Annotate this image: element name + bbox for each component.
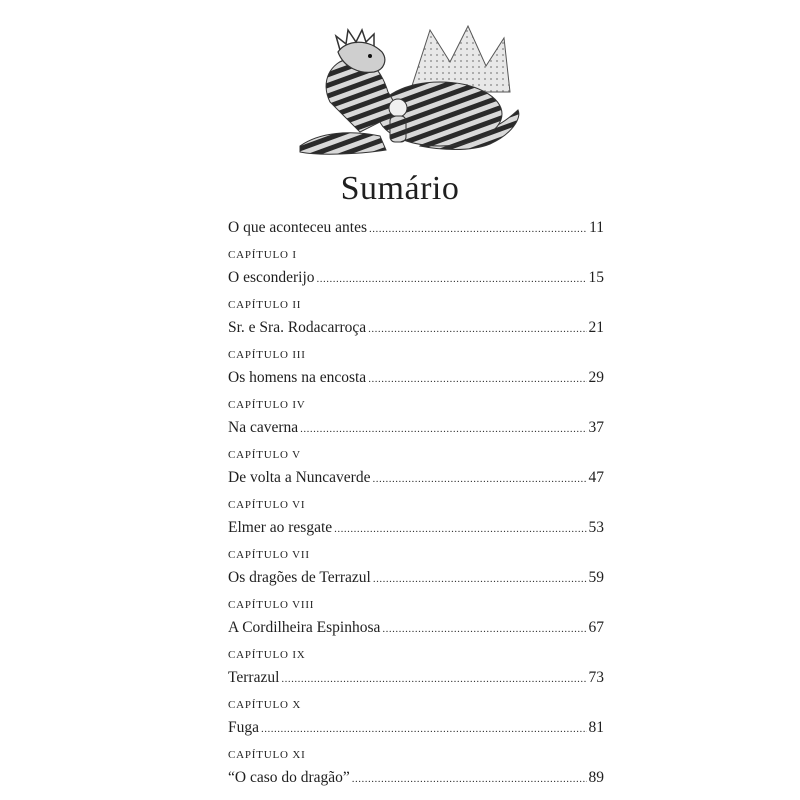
toc-entry-title: Os dragões de Terrazul bbox=[228, 569, 371, 586]
dot-leader bbox=[368, 317, 586, 341]
toc-entry-page: 89 bbox=[588, 769, 604, 786]
toc-entry[interactable] bbox=[228, 566, 604, 590]
toc-entry-title: Na caverna bbox=[228, 419, 299, 436]
dot-leader bbox=[300, 417, 586, 441]
toc-entry-intro[interactable] bbox=[228, 216, 604, 240]
toc-chapter bbox=[228, 744, 604, 790]
toc-entry-page: 29 bbox=[588, 369, 604, 386]
toc-chapter bbox=[228, 344, 604, 390]
toc-entry-title: A Cordilheira Espinhosa bbox=[228, 619, 381, 636]
chapter-label: CAPÍTULO I bbox=[228, 249, 297, 261]
chapter-label: CAPÍTULO X bbox=[228, 699, 302, 711]
chapter-label: CAPÍTULO IX bbox=[228, 649, 306, 661]
page-title: Sumário bbox=[340, 170, 460, 207]
toc-entry-page: 73 bbox=[588, 669, 604, 686]
toc-chapter bbox=[228, 494, 604, 540]
toc-entry-page: 15 bbox=[588, 269, 604, 286]
dot-leader bbox=[369, 217, 587, 241]
toc-entry[interactable] bbox=[228, 766, 604, 790]
chapter-label: CAPÍTULO VI bbox=[228, 499, 306, 511]
table-of-contents bbox=[228, 216, 604, 790]
dragon-and-child-illustration bbox=[290, 22, 530, 164]
toc-entry[interactable] bbox=[228, 466, 604, 490]
toc-chapter bbox=[228, 244, 604, 290]
toc-entry[interactable] bbox=[228, 516, 604, 540]
dot-leader bbox=[281, 667, 586, 691]
dot-leader bbox=[382, 617, 586, 641]
toc-chapter bbox=[228, 544, 604, 590]
toc-entry[interactable] bbox=[228, 616, 604, 640]
toc-chapter bbox=[228, 644, 604, 690]
toc-entry-page: 53 bbox=[588, 519, 604, 536]
toc-entry-page: 37 bbox=[588, 419, 604, 436]
dot-leader bbox=[368, 367, 586, 391]
toc-chapter bbox=[228, 394, 604, 440]
toc-entry[interactable] bbox=[228, 716, 604, 740]
dot-leader bbox=[372, 467, 586, 491]
toc-entry[interactable] bbox=[228, 416, 604, 440]
dot-leader bbox=[352, 767, 587, 791]
toc-entry-title: Os homens na encosta bbox=[228, 369, 367, 386]
toc-entry-page: 21 bbox=[588, 319, 604, 336]
dot-leader bbox=[261, 717, 587, 741]
toc-entry-title: Sr. e Sra. Rodacarroça bbox=[228, 319, 367, 336]
toc-entry-title: Fuga bbox=[228, 719, 259, 736]
toc-entry-page: 81 bbox=[588, 719, 604, 736]
chapter-label: CAPÍTULO V bbox=[228, 449, 301, 461]
toc-entry-title: Terrazul bbox=[228, 669, 280, 686]
dot-leader bbox=[373, 567, 587, 591]
toc-entry[interactable] bbox=[228, 666, 604, 690]
toc-chapter bbox=[228, 694, 604, 740]
chapter-label: CAPÍTULO VII bbox=[228, 549, 310, 561]
toc-chapter bbox=[228, 444, 604, 490]
chapter-label: CAPÍTULO II bbox=[228, 299, 302, 311]
toc-entry-title: “O caso do dragão” bbox=[228, 769, 350, 786]
toc-entry[interactable] bbox=[228, 316, 604, 340]
chapter-label: CAPÍTULO XI bbox=[228, 749, 306, 761]
chapter-label: CAPÍTULO VIII bbox=[228, 599, 315, 611]
toc-entry-title: O que aconteceu antes bbox=[228, 219, 368, 236]
toc-entry-page: 11 bbox=[589, 219, 604, 236]
toc-chapter bbox=[228, 294, 604, 340]
toc-entry-page: 59 bbox=[588, 569, 604, 586]
toc-entry[interactable] bbox=[228, 266, 604, 290]
toc-entry-title: Elmer ao resgate bbox=[228, 519, 333, 536]
dot-leader bbox=[317, 267, 587, 291]
toc-entry-title: O esconderijo bbox=[228, 269, 315, 286]
toc-entry[interactable] bbox=[228, 366, 604, 390]
toc-entry-title: De volta a Nuncaverde bbox=[228, 469, 371, 486]
toc-entry-page: 47 bbox=[588, 469, 604, 486]
toc-chapter bbox=[228, 594, 604, 640]
chapter-label: CAPÍTULO IV bbox=[228, 399, 306, 411]
toc-entry-page: 67 bbox=[588, 619, 604, 636]
dot-leader bbox=[334, 517, 586, 541]
chapter-label: CAPÍTULO III bbox=[228, 349, 306, 361]
